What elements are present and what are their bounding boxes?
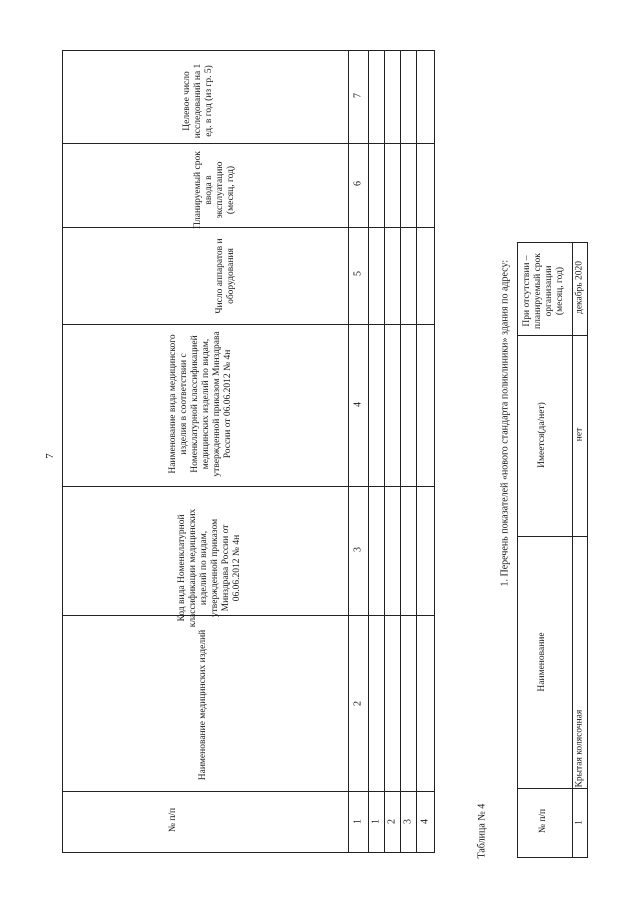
col-number-7: 7 (352, 93, 364, 98)
header-kind-code: Код вида Номенклатурной классификации медицинских изделий по видам, утвержденной приказом Минздрава России от 06.06.2012 № 4н (177, 508, 242, 628)
col-number-4: 4 (352, 402, 364, 407)
col-number-6: 6 (352, 181, 364, 186)
row-number-1: 1 (370, 819, 382, 824)
col-number-5: 5 (352, 271, 364, 276)
col-number-3: 3 (352, 547, 364, 552)
t2-row-date: декабрь 2020 (574, 260, 585, 315)
t2-header-number: № п/п (538, 808, 548, 834)
page-number: 7 (44, 453, 56, 459)
col-number-2: 2 (352, 701, 364, 706)
t2-row-name: Крытая колясочная (574, 709, 585, 788)
header-target-count: Целевое число исследований на 1 ед. в год (из гр. 5) (182, 63, 214, 139)
row-number-3: 3 (402, 819, 414, 824)
header-row-number: № п/п (168, 807, 178, 833)
t2-header-name: Наименование (537, 632, 547, 692)
row-number-2: 2 (386, 819, 398, 824)
t2-row-number: 1 (574, 820, 585, 825)
header-planned-date: Планируемый срок ввода в эксплуатацию (месяц, год) (193, 151, 236, 229)
header-device-name: Наименование медицинских изделий (198, 629, 208, 781)
col-number-1: 1 (352, 819, 364, 824)
table-caption: Таблица № 4 (476, 803, 488, 859)
header-device-count: Число аппаратов и оборудования (215, 238, 236, 314)
section-title: 1. Перечень показателей «нового стандарта поликлиники» здания по адресу: (499, 259, 511, 587)
header-kind-name: Наименование вида медицинского изделия в соответствии с Номенклатурной классификацией медицинских изделий по видам, утвержденной приказом Минздрава России от 06.06.2012 № 4н (168, 331, 233, 477)
row-number-4: 4 (419, 819, 431, 824)
t2-header-planned: При отсутствии – планируемый срок организации (месяц, год) (522, 253, 565, 329)
t2-row-has: нет (574, 427, 585, 442)
t2-header-has: Имеется(да/нет) (537, 402, 547, 468)
